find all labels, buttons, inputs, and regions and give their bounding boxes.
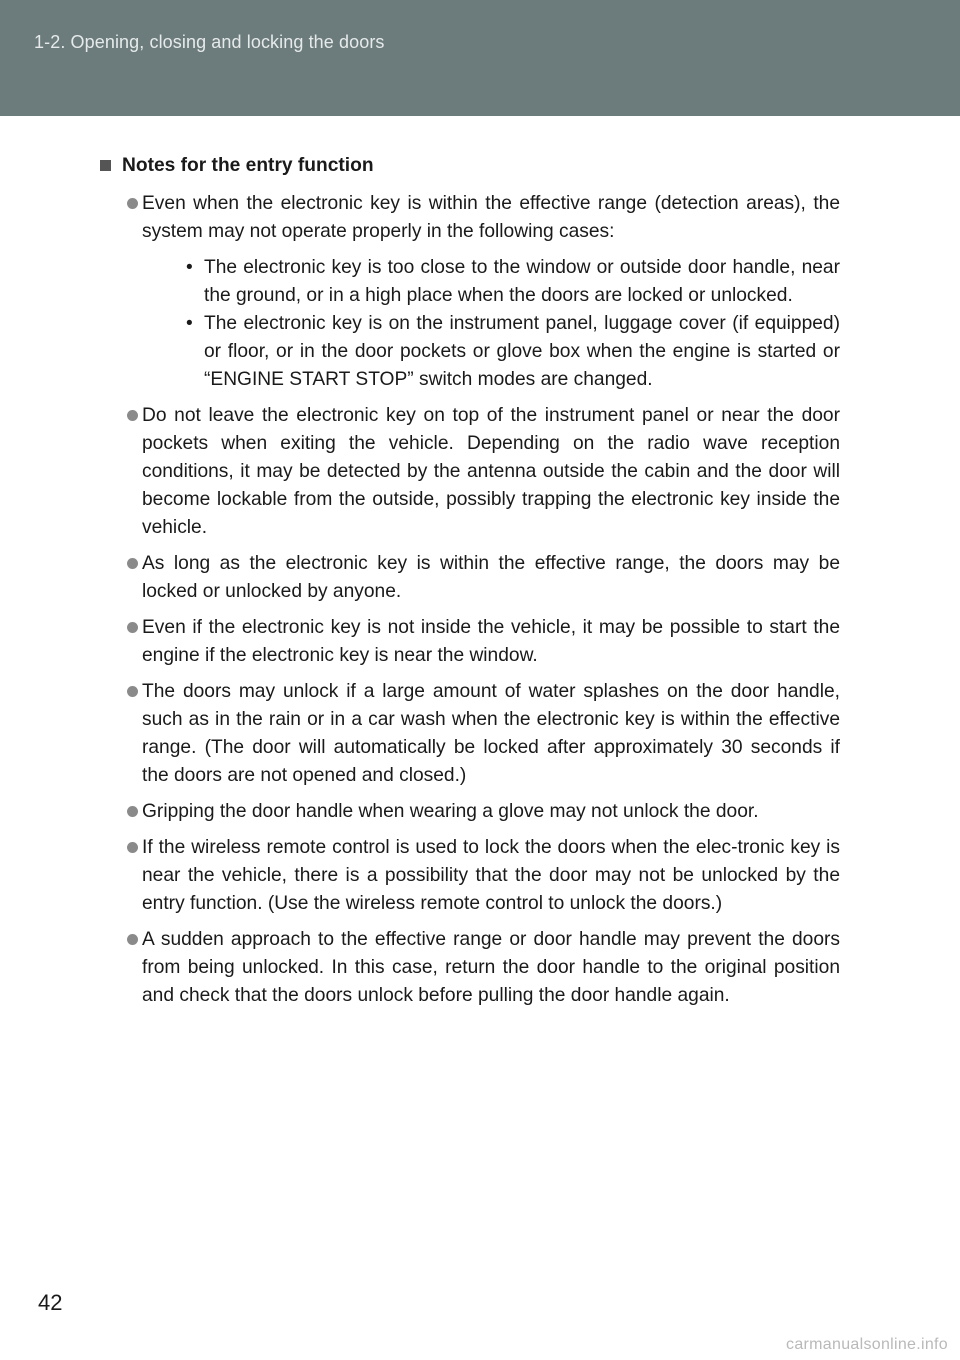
circle-bullet-icon bbox=[127, 410, 138, 421]
list-item-text: Gripping the door handle when wearing a glove may not unlock the door. bbox=[142, 801, 759, 822]
list-item-text: As long as the electronic key is within the effective range, the doors may be locked or unlocked by anyone. bbox=[142, 553, 840, 602]
circle-bullet-icon bbox=[127, 686, 138, 697]
circle-bullet-icon bbox=[127, 198, 138, 209]
list-item-text: Even if the electronic key is not inside the vehicle, it may be possible to start the engine if the electronic key is near the window. bbox=[142, 617, 840, 666]
watermark: carmanualsonline.info bbox=[786, 1336, 948, 1353]
list-item bbox=[100, 926, 840, 1010]
list-item bbox=[100, 402, 840, 542]
list-item bbox=[100, 614, 840, 670]
circle-bullet-icon bbox=[127, 558, 138, 569]
list-item-text: Even when the electronic key is within the effective range (detection areas), the system may not operate properly in the following cases: bbox=[142, 193, 840, 242]
list-item bbox=[100, 834, 840, 918]
square-bullet-icon bbox=[100, 160, 111, 171]
list-item bbox=[100, 798, 840, 826]
circle-bullet-icon bbox=[127, 622, 138, 633]
page-content bbox=[100, 152, 840, 1018]
sub-list-item-text: The electronic key is on the instrument panel, luggage cover (if equipped) or floor, or in the door pockets or glove box when the engine is started or “ENGINE START STOP” switch modes are changed. bbox=[204, 313, 840, 390]
page-number: 42 bbox=[38, 1290, 63, 1315]
list-item bbox=[100, 190, 840, 394]
page-header bbox=[0, 0, 960, 116]
section-heading bbox=[100, 152, 840, 180]
dot-bullet-icon: • bbox=[186, 257, 193, 278]
sub-list-item bbox=[142, 254, 840, 310]
circle-bullet-icon bbox=[127, 934, 138, 945]
dot-bullet-icon: • bbox=[186, 313, 193, 334]
circle-bullet-icon bbox=[127, 842, 138, 853]
list-item-text: A sudden approach to the effective range or door handle may prevent the doors from being unlocked. In this case, return the door handle to the original position and check that the doors unlock before pulling the door handle again. bbox=[142, 929, 840, 1006]
list-item bbox=[100, 550, 840, 606]
list-item-text: If the wireless remote control is used to lock the doors when the elec-tronic key is near the vehicle, there is a possibility that the door may not be unlocked by the entry function. (Use the wireless remote control to unlock the doors.) bbox=[142, 837, 840, 914]
list-item-text: Do not leave the electronic key on top of the instrument panel or near the door pockets when exiting the vehicle. Depending on the radio wave reception conditions, it may be detected by the antenna outside the cabin and the door will become lockable from the outside, possibly trapping the electronic key inside the vehicle. bbox=[142, 405, 840, 538]
list-item bbox=[100, 678, 840, 790]
sub-list bbox=[142, 254, 840, 394]
sub-list-item-text: The electronic key is too close to the window or outside door handle, near the ground, or in a high place when the doors are locked or unlocked. bbox=[204, 257, 840, 306]
sub-list-item bbox=[142, 310, 840, 394]
header-title: 1-2. Opening, closing and locking the doors bbox=[34, 32, 385, 52]
list-item-text: The doors may unlock if a large amount of water splashes on the door handle, such as in the rain or in a car wash when the electronic key is within the effective range. (The door will automatically be locked after approximately 30 seconds if the doors are not opened and closed.) bbox=[142, 681, 840, 786]
section-heading-text: Notes for the entry function bbox=[122, 155, 374, 176]
circle-bullet-icon bbox=[127, 806, 138, 817]
